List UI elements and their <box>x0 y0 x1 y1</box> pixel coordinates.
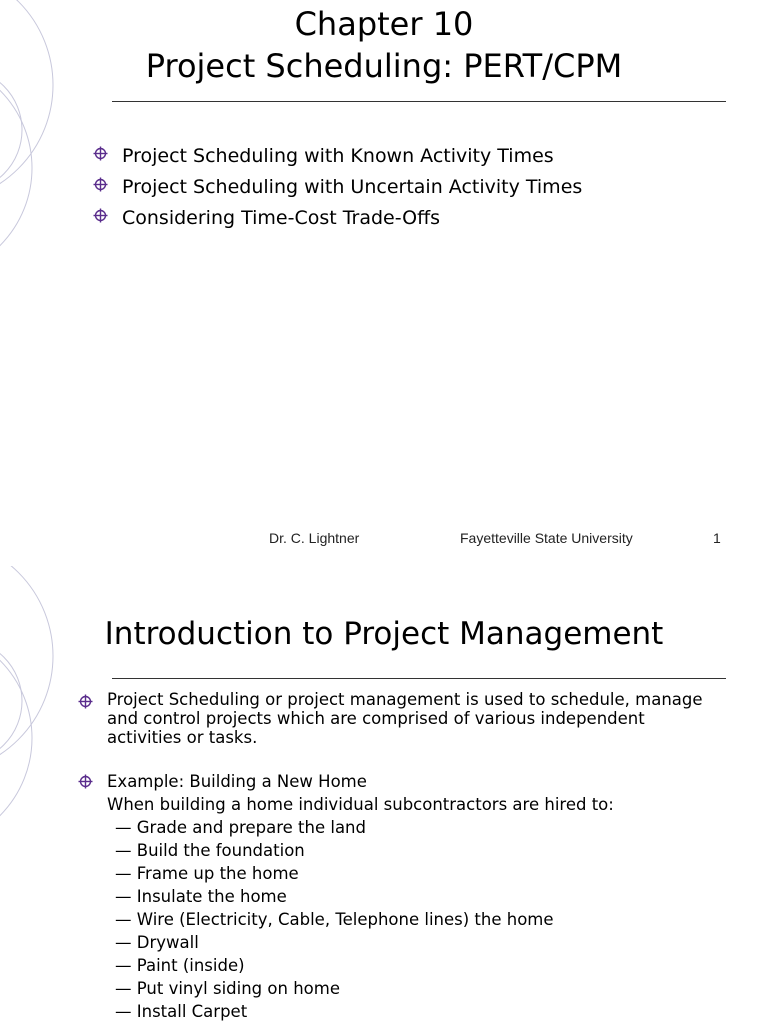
circle-crosshair-bullet-icon <box>78 694 93 709</box>
circle-crosshair-bullet-icon <box>78 774 93 789</box>
task-item: — Insulate the home <box>115 887 287 906</box>
list-item-text: Project Scheduling with Known Activity Times <box>122 145 554 167</box>
list-item <box>78 690 717 747</box>
topic-list <box>93 141 582 234</box>
list-item <box>78 770 717 1023</box>
task-item: — Put vinyl siding on home <box>115 979 340 998</box>
content-list <box>78 690 717 1023</box>
task-item: — Grade and prepare the land <box>115 818 366 837</box>
circle-crosshair-bullet-icon <box>93 177 108 192</box>
footer-page-number: 1 <box>713 530 721 546</box>
list-item <box>93 141 582 172</box>
task-item: — Wire (Electricity, Cable, Telephone lines) the home <box>115 910 554 929</box>
list-item-text: Considering Time-Cost Trade-Offs <box>122 207 441 229</box>
slide-title: Introduction to Project Management <box>104 616 664 652</box>
chapter-title: Chapter 10 <box>294 5 474 43</box>
task-item: — Install Carpet <box>115 1002 248 1021</box>
definition-text: Project Scheduling or project management is used to schedule, manage and control projects which are comprised of various independent activities or tasks. <box>107 690 703 747</box>
list-item-text: Project Scheduling with Uncertain Activity Times <box>122 176 583 198</box>
list-item <box>93 203 582 234</box>
task-item: — Build the foundation <box>115 841 305 860</box>
footer-institution: Fayetteville State University <box>460 530 633 546</box>
slide-title: Project Scheduling: PERT/CPM <box>145 47 623 85</box>
example-intro: When building a home individual subcontractors are hired to: <box>107 795 614 814</box>
task-item: — Drywall <box>115 933 199 952</box>
task-item: — Paint (inside) <box>115 956 245 975</box>
circle-crosshair-bullet-icon <box>93 208 108 223</box>
task-item: — Frame up the home <box>115 864 299 883</box>
example-heading: Example: Building a New Home <box>107 772 367 791</box>
title-divider <box>112 101 726 102</box>
list-item <box>93 172 582 203</box>
circle-crosshair-bullet-icon <box>93 146 108 161</box>
title-divider <box>112 678 726 679</box>
footer-author: Dr. C. Lightner <box>269 530 360 546</box>
